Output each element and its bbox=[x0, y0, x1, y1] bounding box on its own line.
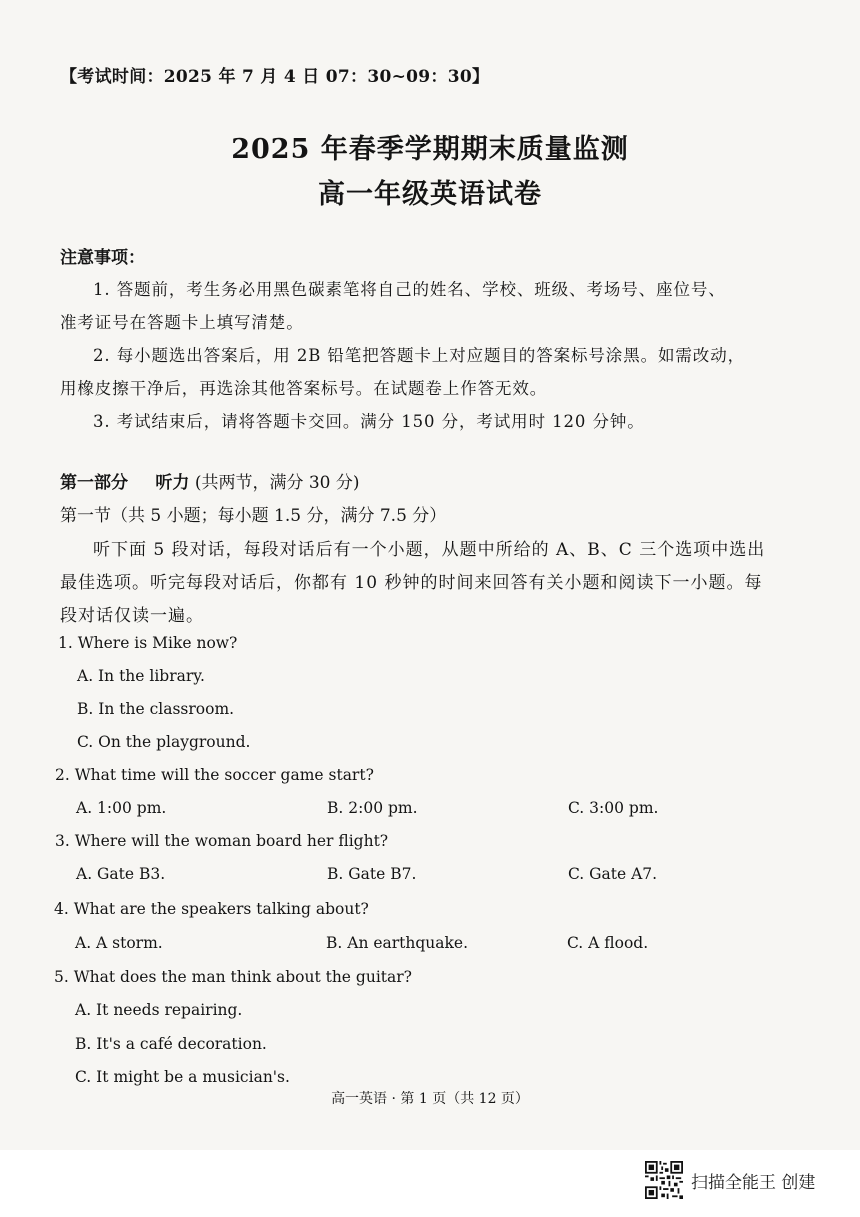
option-c: C. 3:00 pm. bbox=[568, 799, 659, 817]
notes-heading: 注意事项： bbox=[60, 248, 145, 268]
instructions-line: 听下面 5 段对话，每段对话后有一个小题，从题中所给的 A、B、C 三个选项中选出 bbox=[93, 540, 766, 560]
option-a: A. Gate B3. bbox=[76, 865, 166, 883]
option-a: A. 1:00 pm. bbox=[76, 799, 167, 817]
option-a: A. A storm. bbox=[75, 934, 163, 952]
note-item-2: 2. 每小题选出答案后，用 2B 铅笔把答题卡上对应题目的答案标号涂黑。如需改动， bbox=[93, 346, 746, 365]
page-footer: 高一英语 · 第 1 页（共 12 页） bbox=[331, 1091, 529, 1107]
instructions-line: 段对话仅读一遍。 bbox=[60, 606, 204, 626]
note-item-1: 1. 答题前，考生务必用黑色碳素笔将自己的姓名、学校、班级、考场号、座位号、 bbox=[93, 280, 726, 299]
option-b: B. Gate B7. bbox=[327, 865, 417, 883]
option-b: B. An earthquake. bbox=[326, 934, 469, 952]
exam-subtitle: 高一年级英语试卷 bbox=[318, 179, 542, 210]
part-label: 第一部分 bbox=[60, 473, 128, 493]
option-b: B. In the classroom. bbox=[77, 700, 235, 718]
question-stem: 4. What are the speakers talking about? bbox=[54, 900, 369, 918]
question-stem: 1. Where is Mike now? bbox=[58, 634, 238, 652]
exam-time: 【考试时间：2025 年 7 月 4 日 07：30~09：30】 bbox=[60, 67, 490, 87]
scanner-label: 扫描全能王 创建 bbox=[691, 1172, 816, 1193]
part-detail: (共两节，满分 30 分) bbox=[194, 473, 360, 493]
option-c: C. Gate A7. bbox=[568, 865, 658, 883]
question-stem: 3. Where will the woman board her flight? bbox=[55, 832, 389, 850]
question-stem: 2. What time will the soccer game start? bbox=[55, 766, 374, 784]
scanner-watermark bbox=[645, 1160, 815, 1200]
question-stem: 5. What does the man think about the guitar? bbox=[54, 968, 412, 986]
option-a: A. It needs repairing. bbox=[75, 1001, 243, 1019]
part-heading bbox=[60, 468, 360, 493]
option-a: A. In the library. bbox=[77, 667, 205, 685]
exam-title: 2025 年春季学期期末质量监测 bbox=[231, 134, 629, 165]
option-b: B. It's a café decoration. bbox=[75, 1035, 267, 1053]
note-item-1-cont: 准考证号在答题卡上填写清楚。 bbox=[60, 313, 304, 332]
instructions-line: 最佳选项。听完每段对话后，你都有 10 秒钟的时间来回答有关小题和阅读下一小题。每 bbox=[60, 573, 763, 593]
qr-code-icon bbox=[645, 1161, 683, 1199]
option-c: C. A flood. bbox=[567, 934, 649, 952]
part-name: 听力 bbox=[155, 473, 190, 493]
note-item-2-cont: 用橡皮擦干净后，再选涂其他答案标号。在试题卷上作答无效。 bbox=[60, 379, 548, 398]
section-heading: 第一节（共 5 小题；每小题 1.5 分，满分 7.5 分） bbox=[60, 506, 447, 526]
note-item-3: 3. 考试结束后，请将答题卡交回。满分 150 分，考试用时 120 分钟。 bbox=[93, 412, 645, 431]
option-b: B. 2:00 pm. bbox=[327, 799, 418, 817]
option-c: C. On the playground. bbox=[77, 733, 251, 751]
option-c: C. It might be a musician's. bbox=[75, 1068, 290, 1086]
